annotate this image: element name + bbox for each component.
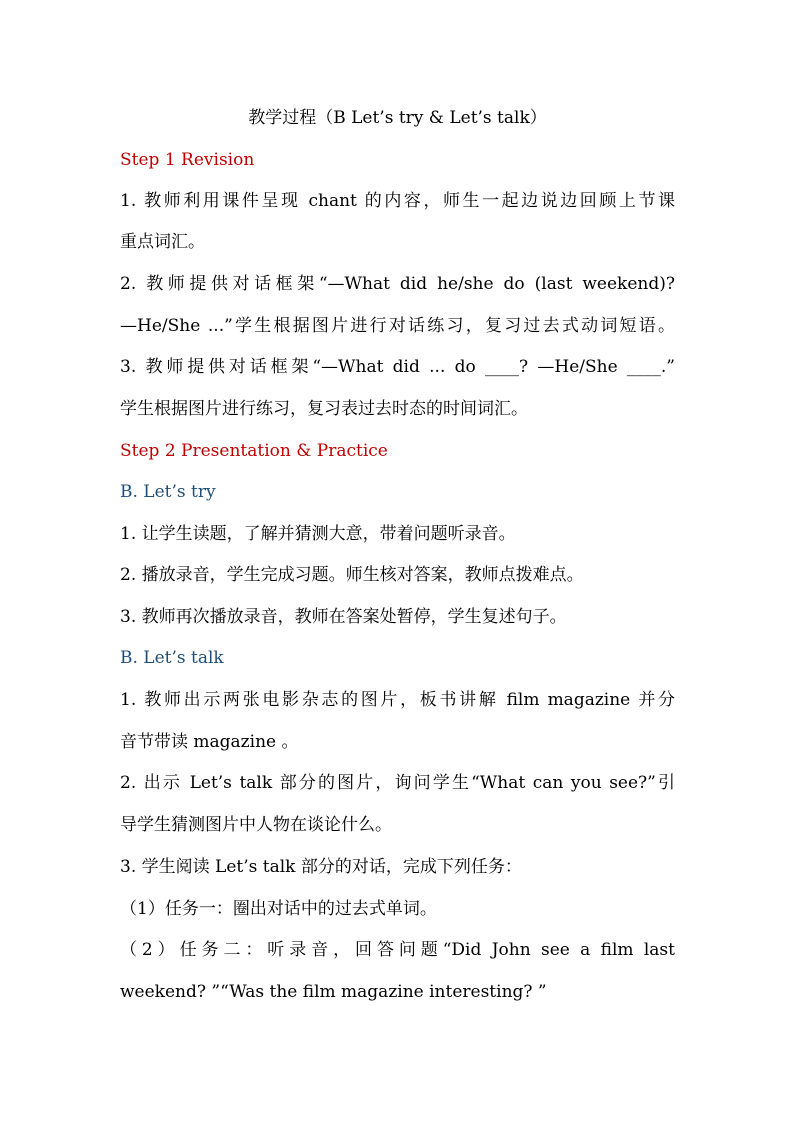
task2-line2: weekend? ”“Was the film magazine interesting? ” [120, 982, 547, 1002]
step1-item2-line2: —He/She ...”学生根据图片进行对话练习，复习过去式动词短语。 [120, 316, 675, 336]
page-title: 教学过程（B Let’s try & Let’s talk） [248, 108, 547, 128]
step1-heading: Step 1 Revision [120, 150, 255, 170]
step1-item3-line2: 学生根据图片进行练习，复习表过去时态的时间词汇。 [120, 399, 528, 419]
lets-talk-item2-line2: 导学生猜测图片中人物在谈论什么。 [120, 815, 392, 835]
step1-item1-line1: 1. 教师利用课件呈现 chant 的内容，师生一起边说边回顾上节课 [120, 191, 675, 211]
step2-heading: Step 2 Presentation & Practice [120, 441, 388, 461]
step1-item1-line2: 重点词汇。 [120, 232, 205, 252]
lets-talk-heading: B. Let’s talk [120, 648, 224, 668]
lets-talk-item1-line2: 音节带读 magazine 。 [120, 732, 299, 752]
lets-talk-item2-line1: 2. 出示 Let’s talk 部分的图片，询问学生“What can you see?”引 [120, 773, 675, 793]
step1-item3-line1: 3. 教师提供对话框架“—What did ... do ____? —He/She ____.” [120, 357, 675, 377]
lets-try-item1: 1. 让学生读题，了解并猜测大意，带着问题听录音。 [120, 524, 516, 544]
task1: （1）任务一：圈出对话中的过去式单词。 [120, 899, 437, 919]
lets-talk-item1-line1: 1. 教师出示两张电影杂志的图片，板书讲解 film magazine 并分 [120, 690, 675, 710]
lets-talk-item3: 3. 学生阅读 Let’s talk 部分的对话，完成下列任务： [120, 857, 522, 877]
lets-try-item2: 2. 播放录音，学生完成习题。师生核对答案，教师点拨难点。 [120, 565, 584, 585]
lets-try-heading: B. Let’s try [120, 482, 216, 502]
task2-line1: （2）任务二：听录音，回答问题“Did John see a film last [120, 940, 675, 960]
step1-item2-line1: 2. 教师提供对话框架“—What did he/she do (last weekend)? [120, 274, 675, 294]
lets-try-item3: 3. 教师再次播放录音，教师在答案处暂停，学生复述句子。 [120, 607, 567, 627]
